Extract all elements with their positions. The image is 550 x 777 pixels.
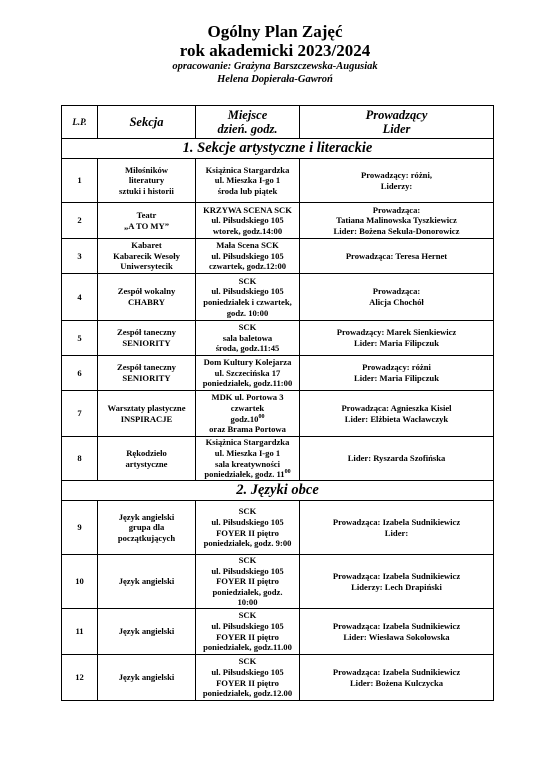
instructor-line: Lider: <box>384 527 409 538</box>
place-time-line: ul. Piłsudskiego 105 <box>211 516 284 527</box>
place-time-line: wtorek, godz.14:00 <box>212 225 283 236</box>
header-lp: L.P. <box>62 106 98 139</box>
row-number: 1 <box>62 159 98 203</box>
table-body <box>62 139 494 701</box>
row-number: 8 <box>62 437 98 481</box>
place-time-cell <box>196 655 300 701</box>
section-name-cell <box>98 501 196 555</box>
instructor-line: Liderzy: Lech Drapiński <box>351 581 442 592</box>
place-time-line: sala baletowa <box>222 332 273 343</box>
place-time-line: środa lub piątek <box>217 185 278 196</box>
instructor-cell <box>300 356 494 391</box>
section-name-line: Kabaret <box>131 240 162 251</box>
instructor-cell <box>300 609 494 655</box>
place-time-cell <box>196 321 300 356</box>
header-prowadzacy-line1: Prowadzący <box>365 108 428 122</box>
instructor-line: Prowadząca: Agnieszka Kisiel <box>341 402 452 413</box>
place-time-line: FOYER II piętro <box>216 527 279 538</box>
place-time-line: Dom Kultury Kolejarza <box>203 357 292 368</box>
instructor-cell <box>300 159 494 203</box>
section-heading: 1. Sekcje artystyczne i literackie <box>62 139 494 159</box>
place-time-line: Mała Scena SCK <box>216 240 279 251</box>
place-time-line: środa, godz.11:45 <box>215 343 280 354</box>
section-name-line: Miłośników <box>125 164 168 175</box>
section-name-line: początkujących <box>117 532 176 543</box>
table-row <box>62 391 494 437</box>
place-time-line: poniedziałek i czwartek, <box>203 297 292 307</box>
place-time-line: poniedziałek, godz. <box>212 586 283 597</box>
instructor-line: Lider: Wiesława Sokołowska <box>343 631 450 642</box>
place-time-cell <box>196 437 300 481</box>
section-name-line: Warsztaty plastyczne <box>107 402 186 413</box>
time-superscript: 00 <box>284 469 291 476</box>
credit-line-1: opracowanie: Grażyna Barszczewska-Augusiak <box>172 61 378 72</box>
place-time-line: czwartek <box>230 402 265 413</box>
instructor-line: Prowadząca: Teresa Hernet <box>345 250 448 261</box>
instructor-line: Prowadząca: Izabela Sudnikiewicz <box>332 570 461 581</box>
place-time-cell <box>196 609 300 655</box>
section-name-line: CHABRY <box>128 297 165 307</box>
instructor-line: Lider: Bożena Kulczycka <box>349 677 444 688</box>
place-time-cell <box>196 203 300 239</box>
instructor-cell <box>300 555 494 609</box>
place-time-line: FOYER II piętro <box>216 677 279 688</box>
time-superscript: 00 <box>258 413 265 420</box>
instructor-line: Prowadząca: <box>372 204 421 215</box>
place-time-line: sala kreatywności <box>214 458 280 469</box>
table-row <box>62 203 494 239</box>
header-prowadzacy-line2: Lider <box>382 122 411 136</box>
place-time-line: oraz Brama Portowa <box>209 424 286 435</box>
row-number: 12 <box>62 655 98 701</box>
place-time-line: SCK <box>238 555 257 566</box>
section-name-cell <box>98 239 196 274</box>
instructor-cell <box>300 239 494 274</box>
section-name-line: Język angielski <box>118 672 175 683</box>
table-row <box>62 437 494 481</box>
instructor-cell <box>300 274 494 321</box>
instructor-line: Prowadzący: różni <box>362 362 431 373</box>
row-number: 5 <box>62 321 98 356</box>
section-name-cell <box>98 655 196 701</box>
instructor-line: Prowadząca: Izabela Sudnikiewicz <box>332 516 461 527</box>
table-row <box>62 555 494 609</box>
row-number: 9 <box>62 501 98 555</box>
section-name-line: „A TO MY” <box>123 220 170 231</box>
place-time-line: SCK <box>238 506 257 517</box>
place-time-line: czwartek, godz.12:00 <box>208 261 287 272</box>
instructor-cell <box>300 391 494 437</box>
section-name-line: Język angielski <box>118 576 175 587</box>
place-time-line: SCK <box>238 610 257 621</box>
section-name-line: Rękodzieło <box>126 447 167 458</box>
section-name-line: Język angielski <box>118 511 175 522</box>
section-heading-row <box>62 139 494 159</box>
place-time-line: SCK <box>238 275 257 286</box>
header-miejsce-line1: Miejsce <box>227 108 268 122</box>
place-time-cell <box>196 159 300 203</box>
instructor-cell <box>300 655 494 701</box>
place-time-line: ul. Mieszka I-go 1 <box>214 175 281 186</box>
place-time-line: 10:00 <box>237 597 258 608</box>
place-time-cell <box>196 274 300 321</box>
section-name-line: artystyczne <box>125 458 168 469</box>
document-title: Ogólny Plan Zajęć <box>207 22 343 41</box>
place-time-cell <box>196 555 300 609</box>
place-time-line: ul. Piłsudskiego 105 <box>211 286 284 297</box>
place-time-line: SCK <box>238 656 257 667</box>
place-time-line: poniedziałek, godz. $11^{00}$ <box>204 469 291 480</box>
row-number: 7 <box>62 391 98 437</box>
table-row <box>62 501 494 555</box>
place-time-line: ul. Piłsudskiego 105 <box>211 620 284 631</box>
place-time-line: FOYER II piętro <box>216 576 279 587</box>
section-name-cell <box>98 321 196 356</box>
instructor-line: Lider: Elżbieta Wacławczyk <box>344 413 449 424</box>
place-time-cell <box>196 239 300 274</box>
section-name-line: Uniwersytecik <box>120 261 173 272</box>
section-name-line: INSPIRACJE <box>120 413 173 424</box>
place-time-line: poniedziałek, godz.11:00 <box>202 378 293 389</box>
schedule-table <box>61 105 494 701</box>
section-name-line: Język angielski <box>118 626 175 637</box>
table-row <box>62 159 494 203</box>
place-time-line: Książnica Stargardzka <box>205 164 290 175</box>
header-miejsce-line2: dzień. godz. <box>217 122 278 136</box>
row-number: 6 <box>62 356 98 391</box>
place-time-line: SCK <box>238 322 257 333</box>
row-number: 2 <box>62 203 98 239</box>
section-name-cell <box>98 159 196 203</box>
header-prowadzacy <box>300 106 494 139</box>
section-heading: 2. Języki obce <box>62 481 494 501</box>
instructor-line: Prowadząca: Izabela Sudnikiewicz <box>332 620 461 631</box>
header-sekcja: Sekcja <box>98 106 196 139</box>
header-miejsce <box>196 106 300 139</box>
document-header <box>0 22 550 86</box>
instructor-cell <box>300 203 494 239</box>
document-subtitle: rok akademicki 2023/2024 <box>179 41 371 60</box>
instructor-cell <box>300 501 494 555</box>
place-time-line: ul. Piłsudskiego 105 <box>211 215 284 226</box>
instructor-line: Prowadząca: Izabela Sudnikiewicz <box>332 666 461 677</box>
place-time-line: ul. Piłsudskiego 105 <box>211 250 284 261</box>
table-row <box>62 655 494 701</box>
place-time-line: $godz.10^{00}$ <box>230 413 265 424</box>
instructor-line: Prowadząca: <box>372 286 421 297</box>
place-time-cell <box>196 501 300 555</box>
place-time-line: godz. 10:00 <box>226 307 269 318</box>
section-name-line: Kabarecik Wesoły <box>113 250 180 261</box>
section-name-cell <box>98 203 196 239</box>
instructor-line: Lider: Maria Filipczuk <box>354 338 439 348</box>
place-time-line: ul. Szczecińska 17 <box>214 367 281 378</box>
section-name-line: Zespół wokalny <box>117 286 176 297</box>
section-name-line: Teatr <box>136 209 157 220</box>
row-number: 4 <box>62 274 98 321</box>
instructor-cell <box>300 437 494 481</box>
place-time-line: ul. Mieszka I-go 1 <box>214 447 281 458</box>
section-name-cell <box>98 609 196 655</box>
row-number: 11 <box>62 609 98 655</box>
place-time-line: poniedziałek, godz. 9:00 <box>203 538 292 549</box>
instructor-line: Alicja Chochół <box>369 297 424 307</box>
place-time-line: poniedziałek, godz.11.00 <box>203 642 292 653</box>
row-number: 3 <box>62 239 98 274</box>
place-time-cell <box>196 391 300 437</box>
section-name-line: Zespół taneczny <box>117 327 176 338</box>
section-name-cell <box>98 274 196 321</box>
instructor-line: Prowadzący: Marek Sienkiewicz <box>336 327 457 338</box>
section-name-line: sztuki i historii <box>119 185 174 196</box>
table-header-row <box>62 106 494 139</box>
place-time-line: Książnica Stargardzka <box>205 437 290 448</box>
instructor-line: Prowadzący: różni, <box>361 169 432 180</box>
section-name-line: SENIORITY <box>122 338 171 348</box>
place-time-line: poniedziałek, godz.12.00 <box>202 688 293 699</box>
instructor-line: Liderzy: <box>380 180 413 191</box>
place-time-line: FOYER II piętro <box>216 631 279 642</box>
section-name-line: grupa dla <box>128 522 165 533</box>
table-row <box>62 609 494 655</box>
table-row <box>62 274 494 321</box>
place-time-line: ul. Piłsudskiego 105 <box>211 565 284 576</box>
instructor-line: Tatiana Malinowska Tyszkiewicz <box>336 215 457 226</box>
place-time-line: ul. Piłsudskiego 105 <box>211 666 284 677</box>
instructor-cell <box>300 321 494 356</box>
section-name-line: SENIORITY <box>122 373 171 383</box>
row-number: 10 <box>62 555 98 609</box>
place-time-cell <box>196 356 300 391</box>
instructor-line: Lider: Maria Filipczuk <box>354 373 439 383</box>
section-name-line: literatury <box>128 175 165 186</box>
credit-line-2: Helena Dopierała-Gawroń <box>217 74 333 85</box>
place-time-line: KRZYWA SCENA SCK <box>203 204 292 215</box>
instructor-line: Lider: Bożena Sekula-Donorowicz <box>333 225 460 236</box>
place-time-line: MDK ul. Portowa 3 <box>211 392 284 403</box>
section-name-cell <box>98 391 196 437</box>
table-row <box>62 321 494 356</box>
section-name-cell <box>98 555 196 609</box>
table-row <box>62 356 494 391</box>
instructor-line: Lider: Ryszarda Szofińska <box>347 453 446 464</box>
section-name-cell <box>98 356 196 391</box>
table-row <box>62 239 494 274</box>
section-name-line: Zespół taneczny <box>117 362 176 373</box>
section-heading-row <box>62 481 494 501</box>
section-name-cell <box>98 437 196 481</box>
